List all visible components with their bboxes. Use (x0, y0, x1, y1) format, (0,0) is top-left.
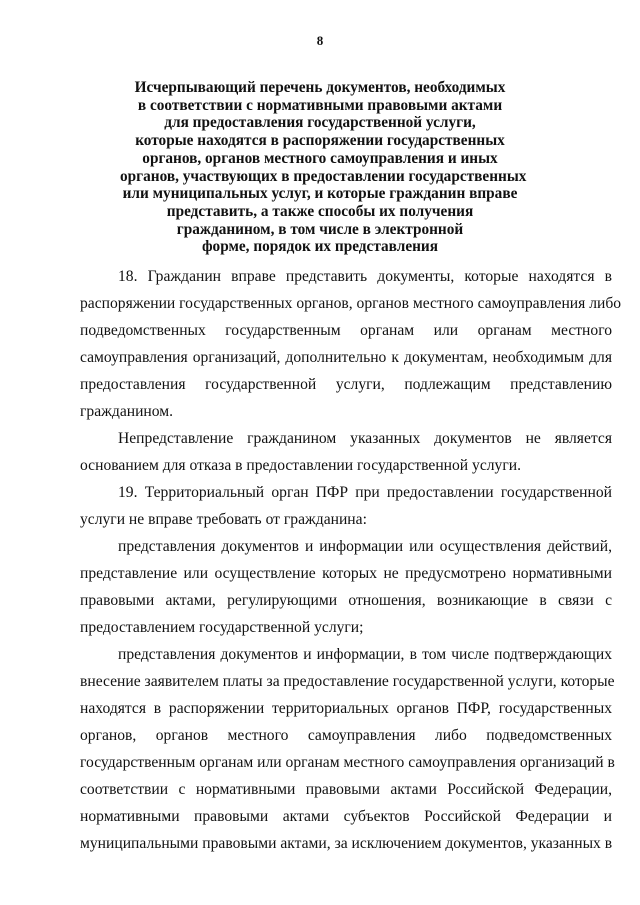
document-body (80, 263, 622, 857)
text-line: соответствии с нормативными правовыми актами Российской Федерации, (80, 781, 612, 798)
page-number: 8 (316, 33, 324, 48)
text-line: 18. Гражданин вправе представить документы, которые находятся в (118, 268, 612, 285)
text-line: предоставлением государственной услуги; (80, 619, 364, 636)
text-line: органов, органов местного самоуправления либо подведомственных (80, 727, 612, 744)
text-line: 19. Территориальный орган ПФР при предоставлении государственной (118, 484, 612, 501)
heading-line: органов, участвующих в предоставлении государственных (120, 167, 527, 185)
text-line: находятся в распоряжении территориальных органов ПФР, государственных (80, 700, 612, 717)
text-line: услуги не вправе требовать от гражданина: (80, 511, 367, 528)
paragraph-19 (80, 479, 612, 533)
heading-line: форме, порядок их представления (201, 238, 439, 256)
heading-line: гражданином, в том числе в электронной (176, 220, 464, 238)
text-line: предоставления государственной услуги, подлежащим представлению (80, 376, 612, 393)
heading-line: представить, а также способы их получения (166, 202, 474, 220)
section-heading (120, 79, 527, 256)
text-line: самоуправления организаций, дополнительно к документам, необходимым для (80, 349, 612, 366)
text-line: государственным органам или органам местного самоуправления организаций в (80, 754, 615, 771)
text-line: представление или осуществление которых не предусмотрено нормативными (80, 565, 612, 582)
text-line: подведомственных государственным органам или органам местного (80, 322, 612, 339)
paragraph-nonsubmission (80, 425, 612, 479)
text-line: муниципальными правовыми актами, за исключением документов, указанных в (80, 835, 613, 852)
text-line: Непредставление гражданином указанных документов не является (118, 430, 612, 447)
text-line: представления документов и информации или осуществления действий, (118, 538, 612, 555)
text-line: основанием для отказа в предоставлении государственной услуги. (80, 457, 521, 474)
paragraph-item-1 (80, 533, 612, 641)
text-line: гражданином. (80, 403, 174, 420)
text-line: нормативными правовыми актами субъектов Российской Федерации и (80, 808, 612, 825)
heading-line: Исчерпывающий перечень документов, необходимых (134, 79, 506, 96)
heading-line: в соответствии с нормативными правовыми актами (137, 96, 503, 114)
heading-line: органов, органов местного самоуправления и иных (142, 149, 498, 167)
heading-line: которые находятся в распоряжении государственных (135, 132, 505, 150)
paragraph-item-2 (80, 641, 615, 857)
heading-line: или муниципальных услуг, и которые гражданин вправе (122, 185, 518, 203)
text-line: представления документов и информации, в том числе подтверждающих (118, 646, 612, 663)
paragraph-18 (80, 263, 622, 425)
text-line: правовыми актами, регулирующими отношения, возникающие в связи с (80, 592, 612, 609)
heading-line: для предоставления государственной услуги, (164, 114, 476, 132)
text-line: распоряжении государственных органов, органов местного самоуправления либо (80, 295, 622, 312)
text-line: внесение заявителем платы за предоставление государственной услуги, которые (80, 673, 615, 690)
